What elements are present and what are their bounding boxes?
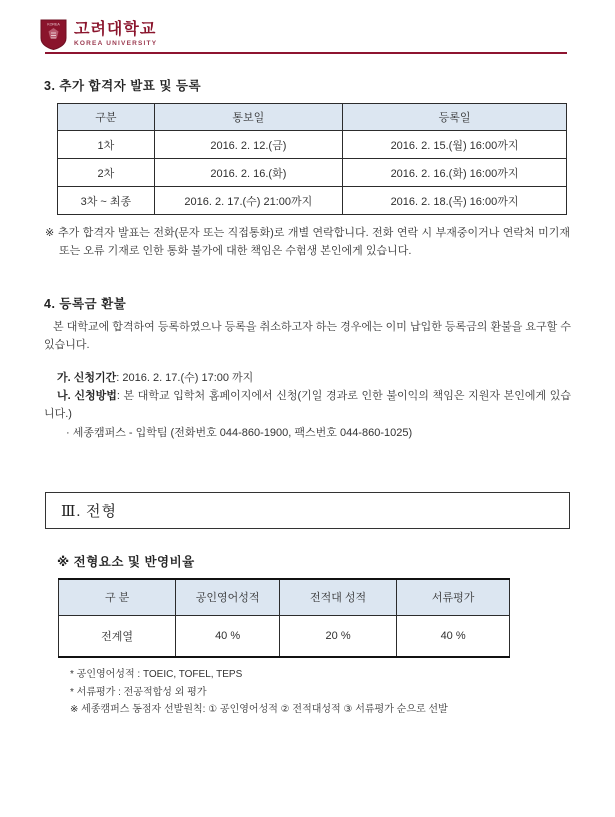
cell-register-date: 2016. 2. 18.(목) 16:00까지 [343, 187, 567, 215]
evaluation-ratio-table [58, 578, 510, 658]
section-iii-title: Ⅲ. 전형 [61, 504, 117, 521]
col-header-document-eval: 서류평가 [397, 579, 510, 615]
header-rule [45, 52, 567, 54]
crest-label: KOREA [47, 22, 60, 26]
footnote-tiebreak: ※ 세종캠퍼스 동점자 선발원칙: ① 공인영어성적 ② 전적대성적 ③ 서류평가 순으로 선발 [70, 704, 448, 716]
university-name-block [74, 21, 157, 47]
cell-english-ratio: 40 % [176, 615, 280, 657]
cell-category: 전계열 [59, 615, 176, 657]
cell-notify-date: 2016. 2. 17.(수) 21:00까지 [154, 187, 342, 215]
cell-register-date: 2016. 2. 15.(월) 16:00까지 [343, 131, 567, 159]
col-header-register-date: 등록일 [343, 104, 567, 131]
cell-round: 2차 [58, 159, 155, 187]
table-header-row [58, 104, 567, 131]
cell-round: 1차 [58, 131, 155, 159]
application-method-label: 나. 신청방법 [57, 389, 117, 402]
application-method-value: : 본 대학교 입학처 홈페이지에서 신청(기일 경과로 인한 불이익의 책임은 지원자 본인에게 있습니다.) [44, 389, 571, 420]
footnote-english: * 공인영어성적 : TOEIC, TOFEL, TEPS [70, 669, 243, 681]
section4-heading: 4. 등록금 환불 [44, 297, 127, 312]
section-iii-title-box [45, 492, 570, 529]
section3-note: ※ 추가 합격자 발표는 전화(문자 또는 직접통화)로 개별 연락합니다. 전화 연락 시 부재중이거나 연락처 미기재 또는 오류 기재로 인한 통화 불가에 대한 책임은 수험생 본인에게 있습니다. [45, 227, 570, 258]
col-header-notify-date: 통보일 [154, 104, 342, 131]
cell-notify-date: 2016. 2. 16.(화) [154, 159, 342, 187]
table-row [58, 187, 567, 215]
additional-admission-table [57, 103, 567, 215]
application-period-line [44, 369, 571, 387]
application-period-value: : 2016. 2. 17.(수) 17:00 까지 [116, 371, 254, 384]
university-name-ko: 고려대학교 [74, 21, 157, 39]
table-footnotes [70, 666, 571, 719]
application-period-label: 가. 신청기간 [57, 371, 117, 384]
col-header-category: 구분 [58, 104, 155, 131]
cell-notify-date: 2016. 2. 12.(금) [154, 131, 342, 159]
university-logo [40, 18, 615, 50]
col-header-category: 구 분 [59, 579, 176, 615]
footnote-document: * 서류평가 : 전공적합성 외 평가 [70, 686, 207, 698]
cell-document-ratio: 40 % [397, 615, 510, 657]
table-header-row [59, 579, 510, 615]
criteria-subheading: ※ 전형요소 및 반영비율 [57, 555, 195, 570]
table-row [58, 159, 567, 187]
col-header-prev-univ-score: 전적대 성적 [279, 579, 396, 615]
cell-prev-univ-ratio: 20 % [279, 615, 396, 657]
application-method-line [44, 387, 571, 423]
col-header-english-score: 공인영어성적 [176, 579, 280, 615]
campus-contact-line: · 세종캠퍼스 - 입학팀 (전화번호 044-860-1900, 팩스번호 044-860-1025) [66, 426, 413, 439]
cell-round: 3차 ~ 최종 [58, 187, 155, 215]
section3-heading: 3. 추가 합격자 발표 및 등록 [44, 79, 202, 93]
section4-body: 본 대학교에 합격하여 등록하였으나 등록을 취소하고자 하는 경우에는 이미 납입한 등록금의 환불을 요구할 수 있습니다. [44, 321, 571, 352]
cell-register-date: 2016. 2. 16.(화) 16:00까지 [343, 159, 567, 187]
table-row [58, 131, 567, 159]
university-name-en: KOREA UNIVERSITY [74, 39, 158, 47]
university-crest-icon [40, 19, 67, 50]
table-row [59, 615, 510, 657]
